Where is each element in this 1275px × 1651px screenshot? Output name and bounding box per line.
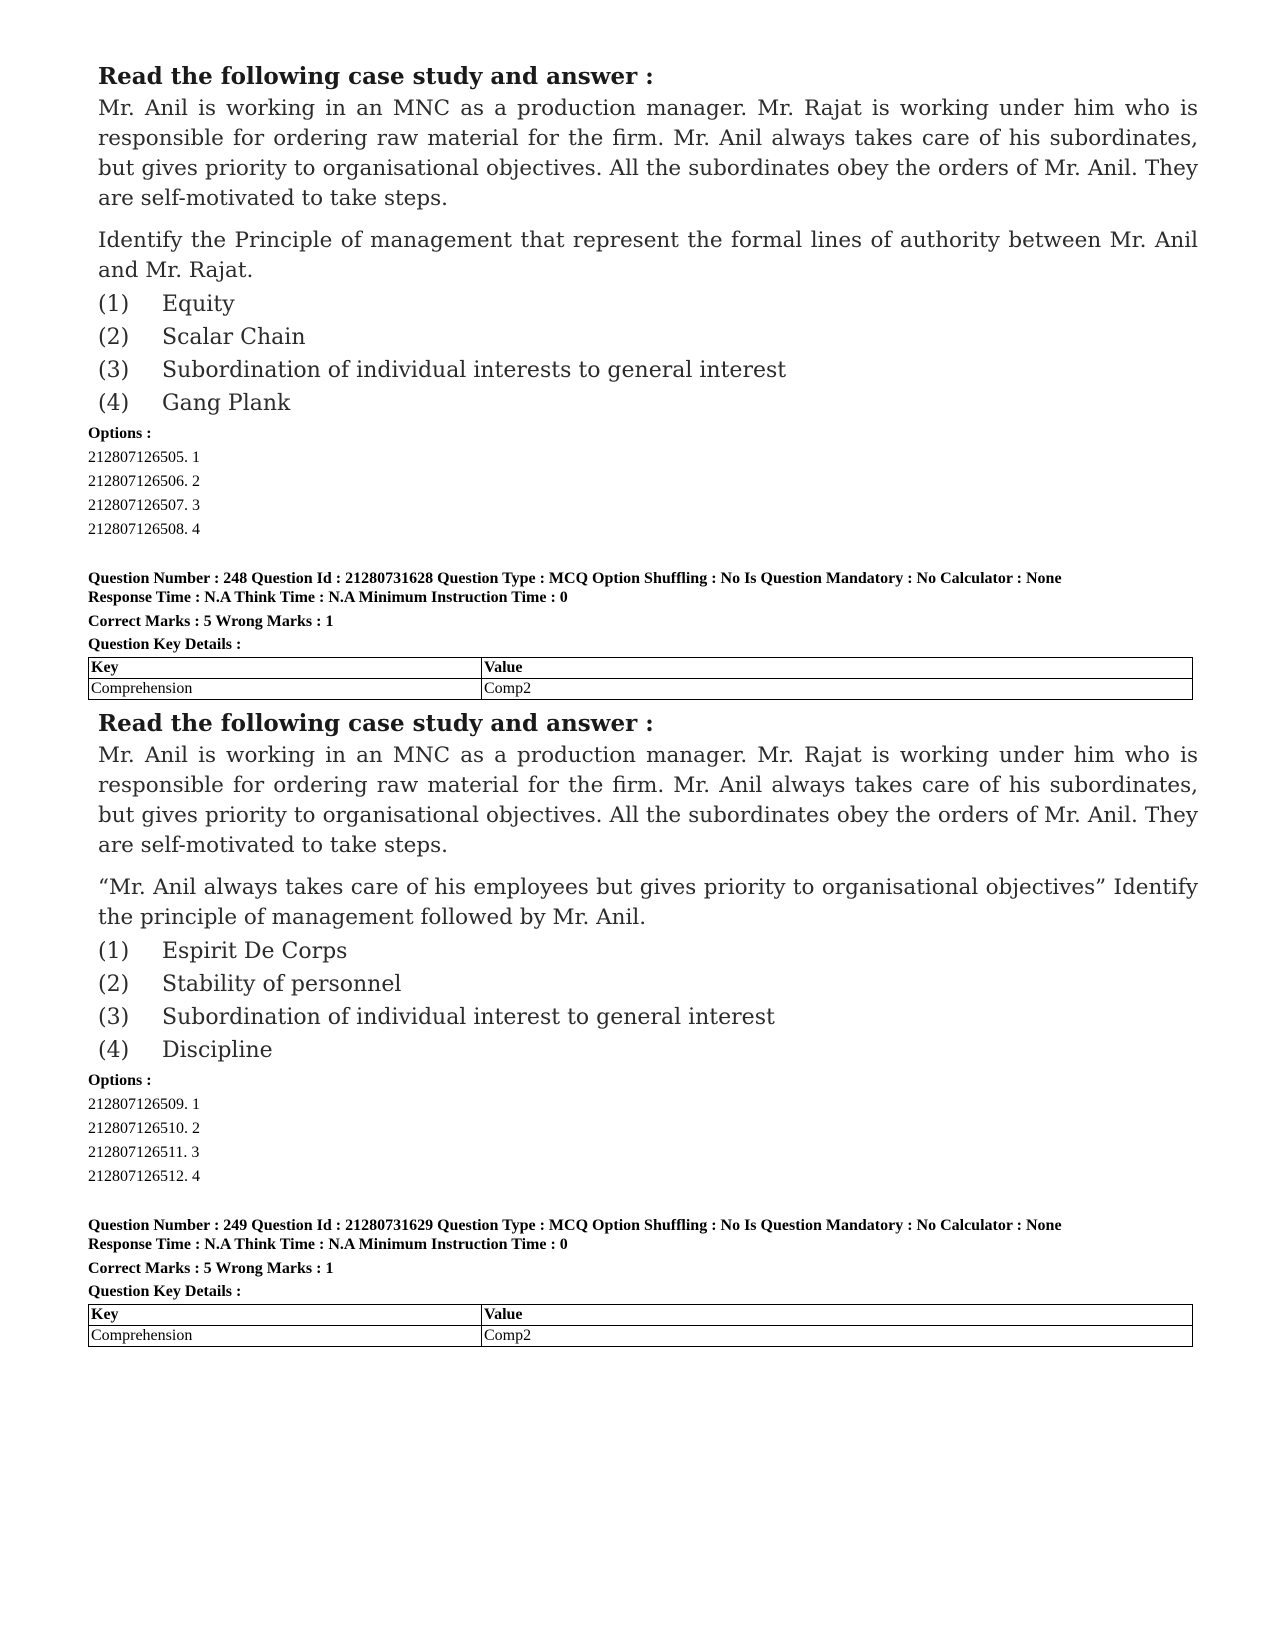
choice-item: (4) Gang Plank [98, 391, 291, 416]
value-header: Value [482, 1305, 1193, 1326]
question-marks: Correct Marks : 5 Wrong Marks : 1 [88, 1260, 334, 1277]
choice-item: (3) Subordination of individual interest to general interest [98, 1005, 775, 1030]
table-row [89, 679, 1193, 700]
case-study-heading: Read the following case study and answer : [98, 710, 654, 737]
key-header: Key [89, 658, 482, 679]
options-label: Options : [88, 425, 152, 442]
key-cell: Comprehension [89, 1326, 482, 1347]
question-timing-line: Response Time : N.A Think Time : N.A Minimum Instruction Time : 0 [88, 1236, 568, 1253]
option-id: 212807126506. 2 [88, 473, 200, 490]
value-header: Value [482, 658, 1193, 679]
choice-item: (3) Subordination of individual interests to general interest [98, 358, 787, 383]
table-header-row [89, 658, 1193, 679]
question-key-details-label: Question Key Details : [88, 636, 242, 653]
choice-item: (2) Stability of personnel [98, 972, 402, 997]
options-label: Options : [88, 1072, 152, 1089]
choice-item: (2) Scalar Chain [98, 325, 306, 350]
option-id: 212807126509. 1 [88, 1096, 200, 1113]
choice-item: (1) Equity [98, 292, 235, 317]
question-header-249 [88, 1216, 1062, 1301]
choice-list [98, 288, 1200, 420]
question-text: Identify the Principle of management that represent the formal lines of authority between Mr. Anil and Mr. Rajat. [98, 228, 1198, 283]
question-meta-line: Question Number : 249 Question Id : 21280731629 Question Type : MCQ Option Shuffling : No Is Question Mandatory : No Calculator : None [88, 1217, 1062, 1234]
key-header: Key [89, 1305, 482, 1326]
question-header-248 [88, 569, 1062, 654]
choice-item: (4) Discipline [98, 1038, 273, 1063]
option-id: 212807126511. 3 [88, 1144, 200, 1161]
option-id: 212807126512. 4 [88, 1168, 200, 1185]
question-timing-line: Response Time : N.A Think Time : N.A Minimum Instruction Time : 0 [88, 589, 568, 606]
option-id: 212807126505. 1 [88, 449, 200, 466]
key-cell: Comprehension [89, 679, 482, 700]
question-image-block-2 [90, 709, 1200, 1067]
case-study-passage: Mr. Anil is working in an MNC as a production manager. Mr. Rajat is working under him who is responsible for ordering raw material for the firm. Mr. Anil always takes care of his subordinates, but gives priority to organisational objectives. All the subordinates obey the orders of Mr. Anil. They are self-motivated to take steps. [98, 743, 1198, 858]
options-section-1 [88, 424, 200, 542]
table-row [89, 1326, 1193, 1347]
case-study-passage: Mr. Anil is working in an MNC as a production manager. Mr. Rajat is working under him who is responsible for ordering raw material for the firm. Mr. Anil always takes care of his subordinates, but gives priority to organisational objectives. All the subordinates obey the orders of Mr. Anil. They are self-motivated to take steps. [98, 96, 1198, 211]
case-study-heading: Read the following case study and answer : [98, 63, 654, 90]
value-cell: Comp2 [482, 1326, 1193, 1347]
option-id-list [88, 446, 200, 542]
question-meta-line: Question Number : 248 Question Id : 21280731628 Question Type : MCQ Option Shuffling : No Is Question Mandatory : No Calculator : None [88, 570, 1062, 587]
choice-list [98, 935, 1200, 1067]
question-key-table [88, 1304, 1193, 1347]
question-marks: Correct Marks : 5 Wrong Marks : 1 [88, 613, 334, 630]
choice-item: (1) Espirit De Corps [98, 939, 348, 964]
question-key-table [88, 657, 1193, 700]
option-id: 212807126507. 3 [88, 497, 200, 514]
value-cell: Comp2 [482, 679, 1193, 700]
option-id: 212807126508. 4 [88, 521, 200, 538]
table-header-row [89, 1305, 1193, 1326]
question-text: “Mr. Anil always takes care of his employees but gives priority to organisational objectives” Identify the principle of management followed by Mr. Anil. [98, 875, 1198, 930]
question-key-details-label: Question Key Details : [88, 1283, 242, 1300]
options-section-2 [88, 1071, 200, 1189]
question-image-block-1 [90, 62, 1200, 420]
option-id: 212807126510. 2 [88, 1120, 200, 1137]
option-id-list [88, 1093, 200, 1189]
